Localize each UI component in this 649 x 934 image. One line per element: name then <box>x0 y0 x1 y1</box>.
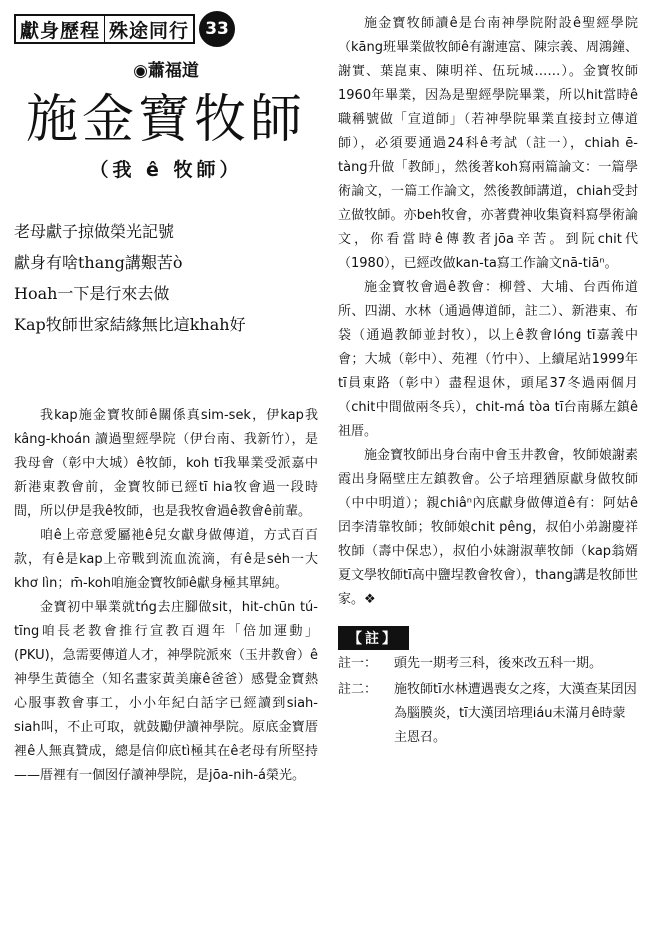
article-subtitle: （我 ê 牧師） <box>89 159 243 181</box>
author-byline: ◉蕭福道 <box>133 61 199 81</box>
footnote <box>338 678 638 750</box>
series-title-a: 獻身歷程 <box>20 19 101 42</box>
series-header <box>14 14 318 44</box>
footnote-text: 施牧師tī水林遭遇喪女之疼，大漢查某囝因為腦膜炎，tī大漢囝培理iáu未滿月ê時蒙主恩召。 <box>394 682 637 745</box>
poem-line: 獻身有啥thang講艱苦ò <box>14 253 183 272</box>
paragraph: 施金寶牧會過ê教會：柳營、大埔、台西佈道所、四湖、水林（通過傳道師，註二）、新港東、布袋（通過教師並封牧），以上ê教會lóng tī嘉義中會；大城（彰中）、苑裡（竹中）、上續尾站1999年tī員東路（彰中）盡程退休，頭尾37冬過兩個月（chit中間做兩冬兵），chit-má tòa tī台南縣左鎮ê祖厝。 <box>338 280 638 439</box>
poem-line: Hoah一下是行來去做 <box>14 284 170 303</box>
notes-heading: 【註】 <box>338 626 409 650</box>
left-column <box>14 14 318 788</box>
paragraph: 咱ê上帝意愛屬祂ê兒女獻身做傳道，方式百百款，有ê是kap上帝戰到流血流滴，有ê是sėh一大khơ lìn；m̄-koh咱施金寶牧師ê獻身極其單純。 <box>14 528 318 591</box>
epigraph-poem <box>14 216 318 340</box>
footnote <box>338 652 638 676</box>
footnote-text: 頭先一期考三科，後來改五科一期。 <box>394 656 603 671</box>
right-body-text <box>338 12 638 612</box>
left-body-text <box>14 404 318 788</box>
footnote-tag: 註一： <box>338 656 378 671</box>
footnote-tag: 註二： <box>338 682 378 697</box>
series-title-b: 殊途同行 <box>109 19 190 42</box>
article-title: 施金寶牧師 <box>25 90 306 150</box>
series-title-box <box>14 14 195 44</box>
poem-line: Kap牧師世家結緣無比這khah好 <box>14 315 246 334</box>
issue-number-badge: 33 <box>199 11 235 47</box>
paragraph: 施金寶牧師出身台南中會玉井教會，牧師娘謝素霞出身隔壁庄左鎮教會。公子培理猶原獻身做牧師（中中明道）；親chiâⁿ內底獻身做傳道ê有：阿姑ê囝李清靠牧師；牧師娘chit pêng，叔伯小弟謝慶祥牧師（壽中保忠），叔伯小妹謝淑華牧師（kap翁婿夏文學牧師tī高中鹽埕教會牧會），thang講是牧師世家。❖ <box>338 448 639 607</box>
paragraph: 施金寶牧師讀ê是台南神學院附設ê聖經學院（kāng班畢業做牧師ê有謝連富、陳宗義、周鴻鐘、謝實、葉崑東、陳明祥、伍玩城……）。金寶牧師1960年畢業，因為是聖經學院畢業，所以hit當時ê職稱號做「宣道師」（若神學院畢業直接封立傳道師），必須要通過24科ê考試（註一），chiah ē-tàng升做「教師」，然後著koh寫兩篇論文：一篇學術論文，一篇工作論文，然後教師講道，chiah受封立做牧師。亦beh牧會，亦著費神收集資料寫學術論文，你看當時ê傳教者jōa辛苦。到阮chit代（1980），已經改做kan-ta寫工作論文nā-tiāⁿ。 <box>338 16 638 271</box>
paragraph: 我kap施金寶牧師ê關係真sim-sek，伊kap我 kâng-khoán 讀過聖經學院（伊台南、我新竹），是我母會（彰中大城）ê牧師，koh tī我畢業受派嘉中新港東教會前，金寶牧師已經tī hia牧會過一段時間，所以伊是我ê牧師，也是我牧會過ê教會ê前輩。 <box>14 408 318 519</box>
paragraph: 金寶初中畢業就tńg去庄腳做sit，hit-chūn tú-tīng咱長老教會推行宣教百週年「倍加運動」(PKU)，急需要傳道人才，神學院派來（玉井教會）ê神學生黃德全（知名畫家黃美廉ê爸爸）感覺金寶熱心服事教會事工，小小年紀白話字已經讀到siah-siah叫，不止可取，就鼓勵伊讀神學院。原底金寶厝裡ê人無真贊成，總是信仰底tì極其在ê老母有所堅持——厝裡有一個囡仔讀神學院，是jōa-nih-á榮光。 <box>14 600 318 783</box>
poem-line: 老母獻子掠做榮光記號 <box>14 222 175 241</box>
series-divider <box>104 16 105 42</box>
right-column <box>338 12 638 750</box>
